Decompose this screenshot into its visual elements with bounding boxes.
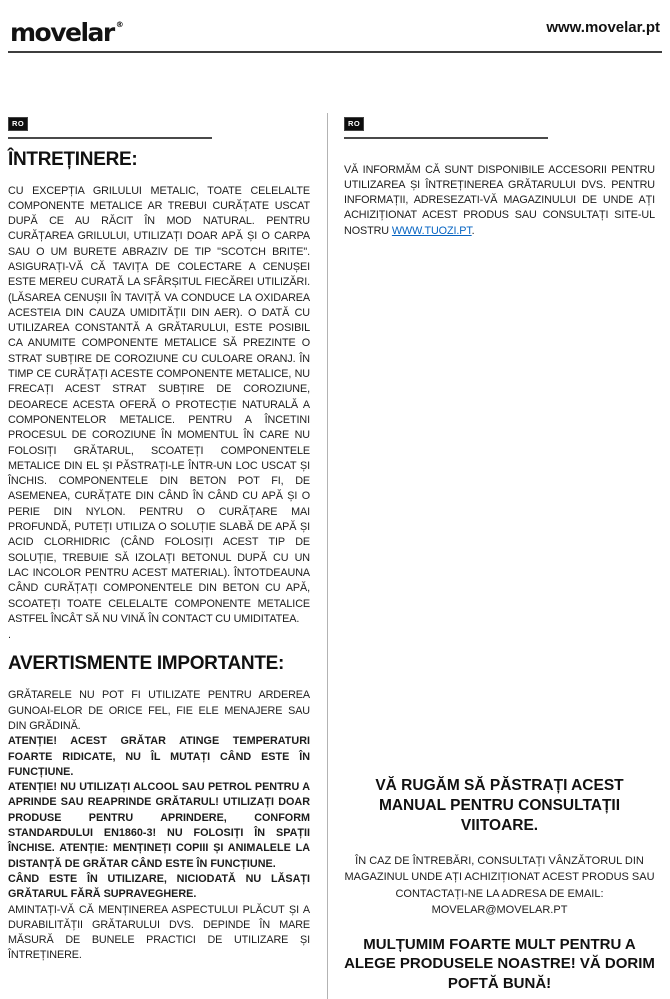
page-header (0, 0, 670, 47)
page-content (0, 113, 670, 999)
brand-logo (10, 11, 124, 47)
warning-item: CÂND ESTE ÎN UTILIZARE, NICIODATĂ NU LĂSAȚI GRĂTARUL FĂRĂ SUPRAVEGHERE. (8, 872, 310, 901)
registered-trademark-icon: ® (115, 20, 124, 29)
right-badge-underline (344, 137, 548, 139)
accessories-text: VĂ INFORMĂM CĂ SUNT DISPONIBILE ACCESORII PENTRU UTILIZAREA ȘI ÎNTREȚINEREA GRĂTARULUI DVS. PENTRU INFORMAȚII, ADRESEZATI-VĂ MAGAZINULUI DE UNDE AȚI ACHIZIȚIONAT ACEST PRODUS SAU CONSULTAȚI SITE-UL NOSTRU (344, 163, 655, 237)
language-badge-ro-right: RO (344, 117, 364, 131)
maintenance-trailing-dot: . (8, 629, 11, 642)
warning-item: ATENȚIE! ACEST GRĂTAR ATINGE TEMPERATURI FOARTE RIDICATE, NU ÎL MUTAȚI CÂND ESTE ÎN FUNCȚIUNE. (8, 735, 310, 778)
header-website-url: www.movelar.pt (546, 19, 660, 36)
brand-logo-text: movelar (10, 18, 114, 47)
warnings-heading: AVERTISMENTE IMPORTANTE: (8, 653, 285, 675)
column-divider (327, 113, 328, 999)
warning-item: GRĂTARELE NU POT FI UTILIZATE PENTRU ARDEREA GUNOAI-ELOR DE ORICE FEL, FIE ELE MENAJERE SAU DIN GRĂDINĂ. (8, 689, 310, 732)
right-column (344, 113, 655, 999)
left-badge-underline (8, 137, 212, 139)
maintenance-paragraph: CU EXCEPȚIA GRILULUI METALIC, TOATE CELELALTE COMPONENTE METALICE AR TREBUI CURĂȚATE USCAT DUPĂ CE AU RĂCIT ÎN MOD NATURAL. PENTRU CURĂȚAREA GRILULUI, UTILIZAȚI DOAR APĂ ȘI O CARPA SAU O UM BURETE ABRAZIV DE TIP "SCOTCH BRITE". ASIGURAȚI-VĂ CĂ TAVIȚA DE COLECTARE A CENUȘEI ESTE MEREU CURATĂ LA SFÂRȘITUL FIECĂREI UTILIZĂRI. (LĂSAREA CENUȘII ÎN TAVIȚĂ VA CONDUCE LA OXIDAREA ACESTEIA DIN CAUZA UMIDITĂȚII DIN AER). O DATĂ CU UTILIZAREA CONSTANTĂ A GRĂTARULUI, ESTE POSIBIL CA ANUMITE COMPONENTE METALICE SĂ PREZINTE O STRAT SUBȚIRE DE COROZIUNE CU CULOARE ORANJ. ÎN TIMP CE CURĂȚAȚI ACESTE COMPONENTE METALICE, NU FRECAȚI ACEST STRAT SUBȚIRE DE COROZIUNE, DEOARECE ACESTA OFERĂ O PROTECȚIE NATURALĂ A COMPONENTELOR METALICE. PENTRU A ÎNCETINI PROCESUL DE COROZIUNE ÎN MOMENTUL ÎN CARE NU FOLOSIȚI GRĂTARUL, SCOATEȚI COMPONENTELE METALICE DIN EL ȘI PĂSTRAȚI-LE ÎNTR-UN LOC USCAT ȘI ÎNCHIS. COMPONENTELE DIN BETON POT FI, DE ASEMENEA, CURĂȚATE DIN CÂND ÎN CÂND CU APĂ ȘI O PERIE DIN NYLON. PENTRU O CURĂȚARE MAI PROFUNDĂ, PUTEȚI UTILIZA O SOLUȚIE SLABĂ DE APĂ ȘI ACID CLORHIDRIC (CÂND FOLOSIȚI ACEST TIP DE SOLUȚIE, TREBUIE SĂ IZOLAȚI BETONUL DUPĂ CU UN LAC INCOLOR PENTRU ACEST MATERIAL). ÎNTOTDEAUNA CÂND CURĂȚAȚI COMPONENTELE DIN BETON CU APĂ, SCOATEȚI TOATE CELELALTE COMPONENTE METALICE ASTFEL ÎNCÂT SĂ NU VINĂ ÎN CONTACT CU UMIDITATEA. (8, 184, 310, 625)
thanks-notice: MULȚUMIM FOARTE MULT PENTRU A ALEGE PRODUSELE NOASTRE! VĂ DORIM POFTĂ BUNĂ! (344, 935, 655, 992)
warnings-list (8, 688, 310, 963)
maintenance-heading: ÎNTREȚINERE: (8, 148, 138, 170)
header-divider (8, 51, 662, 53)
warning-item: ATENȚIE! NU UTILIZAȚI ALCOOL SAU PETROL PENTRU A APRINDE SAU REAPRINDE GRĂTARUL! UTILIZAȚI DOAR PRODUSE PENTRU APRINDERE, CONFORM STANDARDULUI EN1860-3! NU FOLOSIȚI ÎN SPAȚII ÎNCHISE. ATENȚIE: MENȚINEȚI COPIII ȘI ANIMALELE LA DISTANȚĂ DE GRĂTAR CÂND ESTE ÎN FUNCȚIUNE. (8, 781, 310, 870)
accessories-text-end: . (471, 224, 475, 237)
language-badge-ro-left: RO (8, 117, 28, 131)
contact-email: MOVELAR@MOVELAR.PT (431, 904, 568, 917)
accessories-paragraph (344, 163, 655, 239)
questions-note: ÎN CAZ DE ÎNTREBĂRI, CONSULTAȚI VÂNZĂTORUL DIN MAGAZINUL UNDE AȚI ACHIZIȚIONAT ACEST PRODUS SAU CONTACTAȚI-NE LA ADRESA DE EMAIL: (344, 854, 655, 900)
warning-item: AMINTAȚI-VĂ CĂ MENȚINEREA ASPECTULUI PLĂCUT ȘI A DURABILITĂȚII GRĂTARULUI DVS. DEPINDE ÎN MARE MĂSURĂ DE BUNELE PRACTICI DE UTILIZARE ȘI ÎNTREȚINERE. (8, 903, 310, 962)
tuozi-website-link[interactable]: WWW.TUOZI.PT (391, 224, 472, 237)
keep-manual-notice: VĂ RUGĂM SĂ PĂSTRAȚI ACEST MANUAL PENTRU CONSULTAȚII VIITOARE. (375, 776, 624, 834)
left-column (8, 113, 310, 999)
